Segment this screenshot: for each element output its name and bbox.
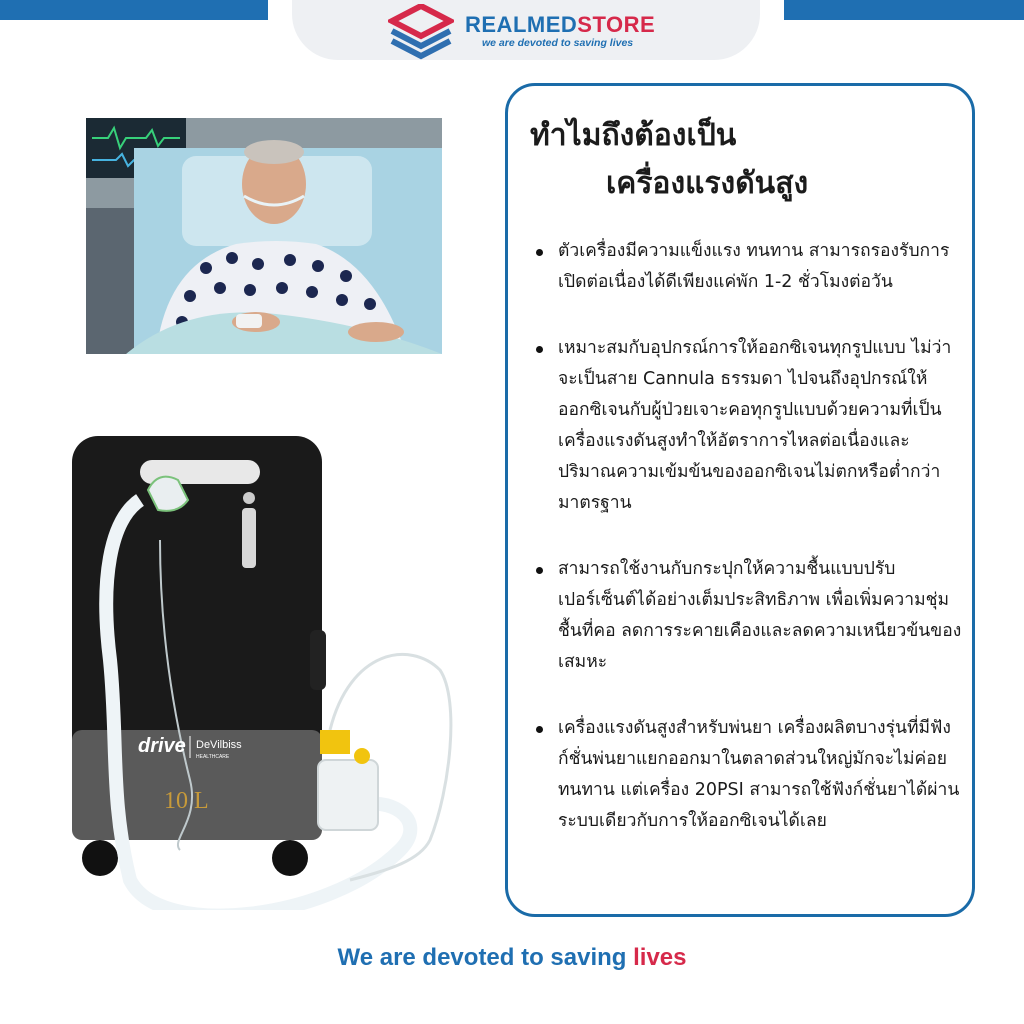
device-brand-label: drive [138,735,186,757]
footer-slogan-highlight: lives [633,944,687,971]
footer-slogan [0,944,1024,972]
device-sub-brand-caption: HEALTHCARE [196,754,230,760]
card-title-line1: ทำไมถึงต้องเป็น [530,118,737,153]
brand-name [465,12,655,38]
footer-slogan-main: We are devoted to saving [337,944,634,971]
brand-name-part2: STORE [577,12,656,37]
benefits-card [505,83,975,917]
patient-photo [86,118,442,354]
oxygen-concentrator-image [60,430,480,910]
card-title-line2: เครื่องแรงดันสูง [606,166,809,201]
brand-name-part1: REALMED [465,12,578,37]
brand-tagline: we are devoted to saving lives [482,37,634,49]
brand-logo-icon [388,4,454,60]
top-accent-bar-left [0,0,268,20]
device-capacity-label: 10 L [164,788,209,814]
benefit-item: ตัวเครื่องมีความแข็งแรง ทนทาน สามารถรองรับการเปิดต่อเนื่องได้ดีเพียงแค่พัก 1-2 ชั่วโมงต่อวัน [536,236,966,298]
card-title [530,116,808,204]
benefit-list [536,236,966,872]
benefit-item: สามารถใช้งานกับกระปุกให้ความชื้นแบบปรับเปอร์เซ็นต์ได้อย่างเต็มประสิทธิภาพ เพื่อเพิ่มความชุ่มชื้นที่คอ ลดการระคายเคืองและลดความเหนียวข้นของเสมหะ [536,554,966,678]
top-accent-bar-right [784,0,1024,20]
device-sub-brand: DeVilbiss [196,739,242,751]
benefit-item: เครื่องแรงดันสูงสำหรับพ่นยา เครื่องผลิตบางรุ่นที่มีฟังก์ชั่นพ่นยาแยกออกมาในตลาดส่วนใหญ่มักจะไม่ค่อยทนทาน แต่เครื่อง 20PSI สามารถใช้ฟังก์ชั่นยาได้ผ่านระบบเดียวกับการให้ออกซิเจนได้เลย [536,713,966,837]
benefit-item: เหมาะสมกับอุปกรณ์การให้ออกซิเจนทุกรูปแบบ ไม่ว่าจะเป็นสาย Cannula ธรรมดา ไปจนถึงอุปกรณ์ให้ออกซิเจนกับผู้ป่วยเจาะคอทุกรูปแบบด้วยความที่เป็นเครื่องแรงดันสูงทำให้อัตราการไหลต่อเนื่องและปริมาณความเข้มข้นของออกซิเจนไม่ตกหรือต่ำกว่ามาตรฐาน [536,333,966,519]
